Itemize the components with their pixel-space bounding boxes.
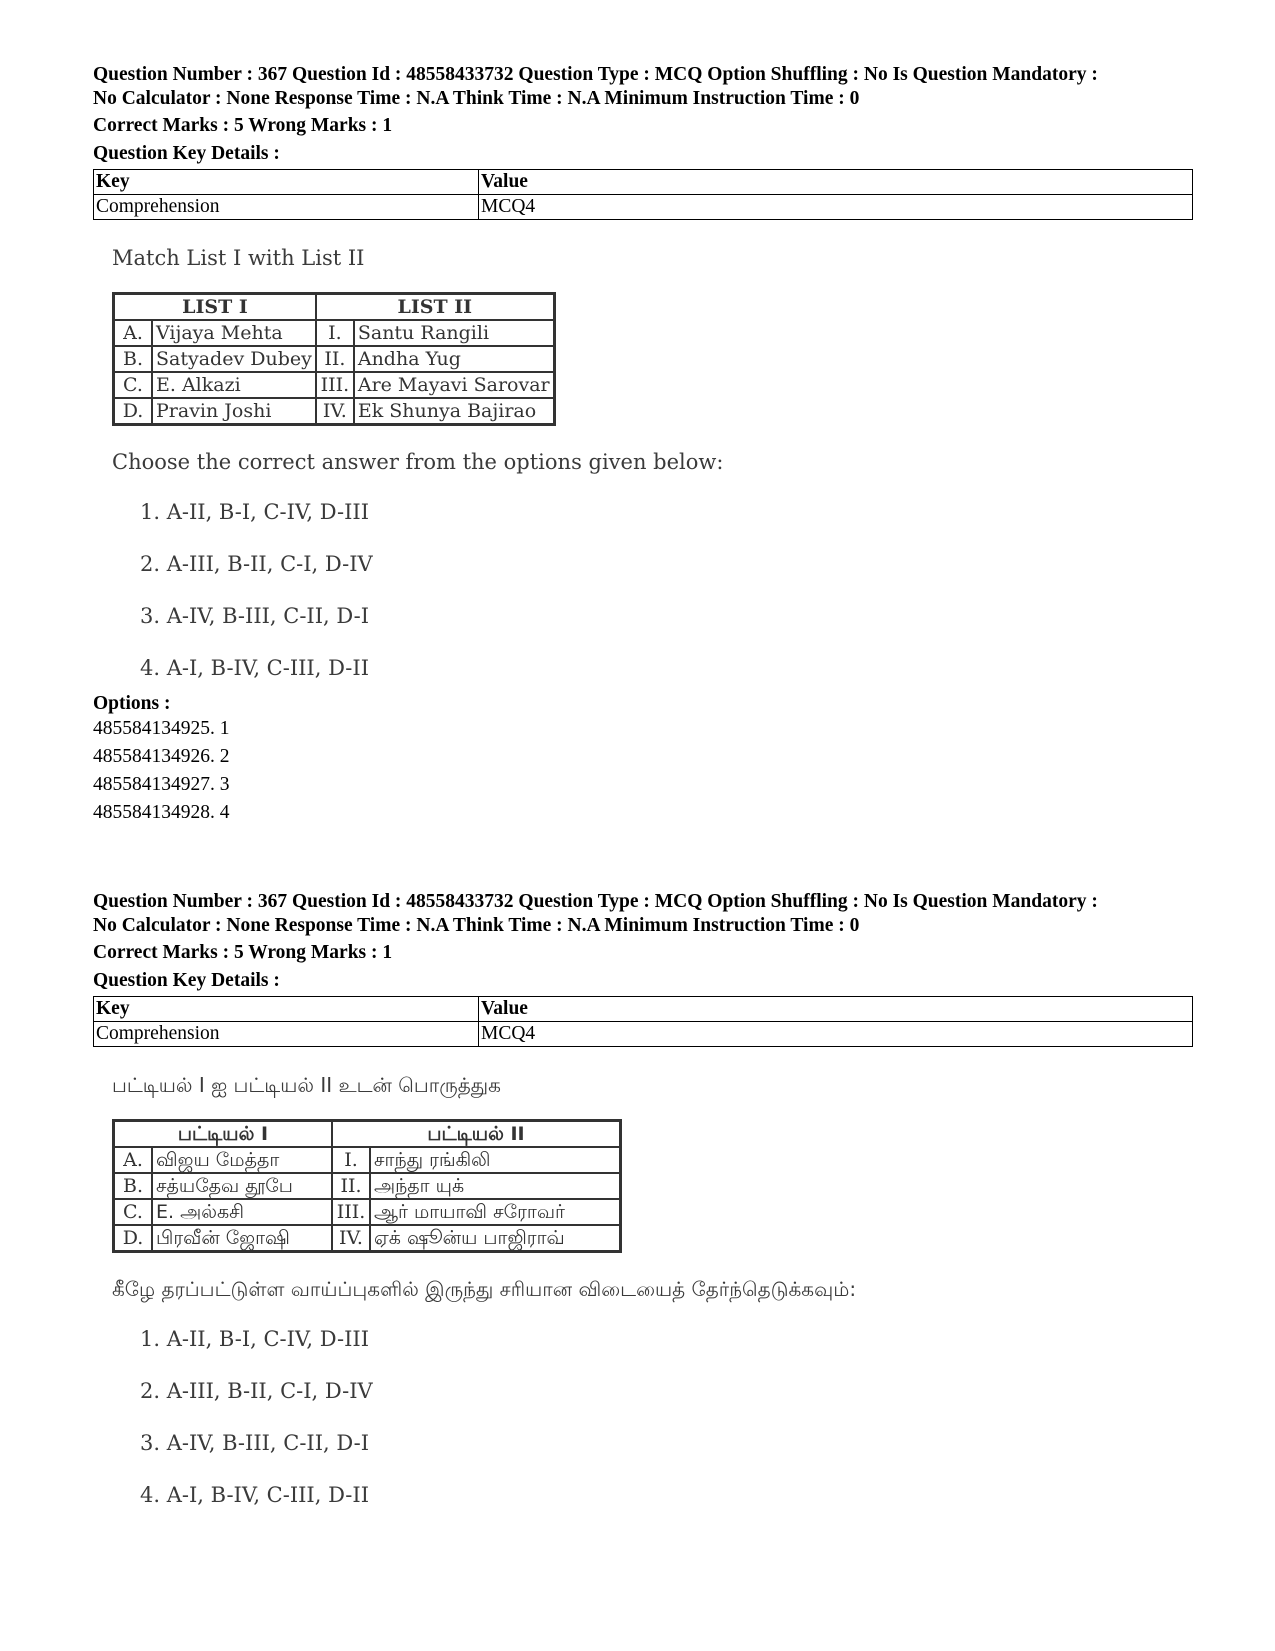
list1-item: Vijaya Mehta	[152, 320, 316, 346]
answer-choice: 1. A-II, B-I, C-IV, D-III	[140, 500, 369, 524]
list2-item: Are Mayavi Sarovar	[354, 372, 554, 398]
meta-line-2: No Calculator : None Response Time : N.A Think Time : N.A Minimum Instruction Time : 0	[93, 914, 860, 936]
row-label: III.	[332, 1199, 370, 1225]
row-label: D.	[114, 1225, 153, 1252]
option-id: 485584134928. 4	[93, 802, 230, 823]
list2-item: Andha Yug	[354, 346, 554, 372]
list2-item: ஏக் ஷூன்ய பாஜிராவ்	[370, 1225, 621, 1252]
list1-item: Pravin Joshi	[152, 398, 316, 425]
list1-item: E. அல்கசி	[152, 1199, 332, 1225]
answer-choices	[140, 498, 1193, 682]
list2-item: அந்தா யுக்	[370, 1173, 621, 1199]
marks-line: Correct Marks : 5 Wrong Marks : 1	[93, 942, 393, 963]
row-label: I.	[332, 1147, 370, 1173]
row-label: I.	[316, 320, 354, 346]
meta-line-1: Question Number : 367 Question Id : 48558433732 Question Type : MCQ Option Shuffling : No Is Question Mandatory :	[93, 64, 1098, 85]
row-label: IV.	[332, 1225, 370, 1252]
answer-choices	[140, 1325, 1193, 1509]
row-label: A.	[114, 320, 153, 346]
row-label: II.	[316, 346, 354, 372]
key-header: Key	[94, 997, 479, 1022]
list2-item: Santu Rangili	[354, 320, 554, 346]
question-body	[112, 1071, 1193, 1509]
question-intro: Match List I with List II	[112, 246, 365, 270]
match-table	[112, 1119, 622, 1253]
row-label: B.	[114, 346, 153, 372]
list1-item: Satyadev Dubey	[152, 346, 316, 372]
question-section-2	[93, 890, 1193, 1533]
list1-header: பட்டியல் I	[114, 1121, 333, 1148]
list1-item: விஜய மேத்தா	[152, 1147, 332, 1173]
option-id: 485584134926. 2	[93, 746, 230, 767]
list2-header: LIST II	[316, 294, 554, 321]
list1-item: சத்யதேவ தூபே	[152, 1173, 332, 1199]
row-label: B.	[114, 1173, 153, 1199]
row-label: C.	[114, 372, 153, 398]
match-row	[114, 320, 555, 346]
match-table	[112, 292, 556, 426]
answer-choice: 3. A-IV, B-III, C-II, D-I	[140, 1431, 369, 1455]
list2-header: பட்டியல் II	[332, 1121, 621, 1148]
row-label: II.	[332, 1173, 370, 1199]
question-intro: பட்டியல் I ஐ பட்டியல் II உடன் பொருத்துக	[112, 1073, 501, 1097]
list1-header: LIST I	[114, 294, 316, 321]
key-cell: Comprehension	[94, 195, 479, 220]
list2-item: Ek Shunya Bajirao	[354, 398, 554, 425]
match-row	[114, 1147, 621, 1173]
answer-choice: 2. A-III, B-II, C-I, D-IV	[140, 552, 373, 576]
answer-choice: 1. A-II, B-I, C-IV, D-III	[140, 1327, 369, 1351]
row-label: D.	[114, 398, 153, 425]
key-cell: Comprehension	[94, 1022, 479, 1047]
key-details-label: Question Key Details :	[93, 969, 280, 991]
row-label: C.	[114, 1199, 153, 1225]
match-row	[114, 346, 555, 372]
answer-choice: 3. A-IV, B-III, C-II, D-I	[140, 604, 369, 628]
value-cell: MCQ4	[479, 195, 1193, 220]
question-meta	[93, 890, 1193, 937]
key-details-table	[93, 169, 1193, 220]
option-id: 485584134927. 3	[93, 774, 230, 795]
answer-choice: 4. A-I, B-IV, C-III, D-II	[140, 656, 369, 680]
match-row	[114, 372, 555, 398]
row-label: A.	[114, 1147, 153, 1173]
meta-line-1: Question Number : 367 Question Id : 48558433732 Question Type : MCQ Option Shuffling : No Is Question Mandatory :	[93, 891, 1098, 912]
row-label: III.	[316, 372, 354, 398]
match-row	[114, 1225, 621, 1252]
list2-item: சாந்து ரங்கிலி	[370, 1147, 621, 1173]
answer-choice: 2. A-III, B-II, C-I, D-IV	[140, 1379, 373, 1403]
marks-line: Correct Marks : 5 Wrong Marks : 1	[93, 115, 393, 136]
option-id: 485584134925. 1	[93, 718, 230, 739]
list1-item: பிரவீன் ஜோஷி	[152, 1225, 332, 1252]
value-header: Value	[479, 997, 1193, 1022]
question-meta	[93, 63, 1193, 110]
match-row	[114, 398, 555, 425]
meta-line-2: No Calculator : None Response Time : N.A Think Time : N.A Minimum Instruction Time : 0	[93, 87, 860, 109]
list1-item: E. Alkazi	[152, 372, 316, 398]
value-header: Value	[479, 170, 1193, 195]
value-cell: MCQ4	[479, 1022, 1193, 1047]
key-header: Key	[94, 170, 479, 195]
question-body	[112, 244, 1193, 682]
choose-instruction: கீழே தரப்பட்டுள்ள வாய்ப்புகளில் இருந்து சரியான விடையைத் தேர்ந்தெடுக்கவும்:	[112, 1277, 857, 1301]
choose-instruction: Choose the correct answer from the options given below:	[112, 450, 724, 474]
key-details-table	[93, 996, 1193, 1047]
question-section-1	[93, 63, 1193, 827]
list2-item: ஆர் மாயாவி சரோவர்	[370, 1199, 621, 1225]
key-details-label: Question Key Details :	[93, 142, 280, 164]
match-row	[114, 1173, 621, 1199]
match-row	[114, 1199, 621, 1225]
row-label: IV.	[316, 398, 354, 425]
options-label: Options :	[93, 693, 171, 714]
answer-choice: 4. A-I, B-IV, C-III, D-II	[140, 1483, 369, 1507]
